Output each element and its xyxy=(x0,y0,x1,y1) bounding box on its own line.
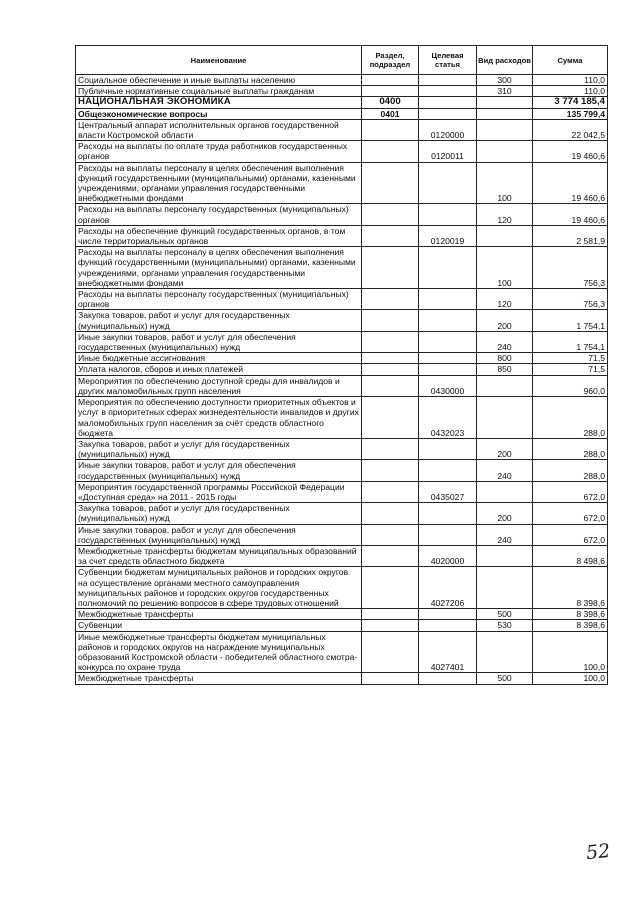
row-section xyxy=(362,620,419,631)
row-section xyxy=(362,567,419,609)
row-section xyxy=(362,364,419,375)
row-expense-type: 200 xyxy=(477,503,533,524)
row-name: Уплата налогов, сборов и иных платежей xyxy=(76,364,362,375)
row-sum: 19 460,6 xyxy=(533,204,608,225)
row-name: Закупка товаров, работ и услуг для государственных (муниципальных) нужд xyxy=(76,438,362,459)
row-article: 0120019 xyxy=(419,225,477,246)
row-sum: 19 460,6 xyxy=(533,162,608,204)
table-row xyxy=(76,310,608,331)
table-row xyxy=(76,331,608,352)
row-article xyxy=(419,438,477,459)
row-article xyxy=(419,620,477,631)
row-name: Субвенции бюджетам муниципальных районов и городских округов на осуществление органами местного самоуправления муниципальных районов и городских округов государственных полномочий по решению вопросов в сфере трудовых отношений xyxy=(76,567,362,609)
row-expense-type xyxy=(477,631,533,673)
row-name: Иные закупки товаров, работ и услуг для обеспечения государственных (муниципальных) нужд xyxy=(76,331,362,352)
row-article: 0120011 xyxy=(419,141,477,162)
row-name: Закупка товаров, работ и услуг для государственных (муниципальных) нужд xyxy=(76,503,362,524)
row-section xyxy=(362,141,419,162)
row-name: Иные бюджетные ассигнования xyxy=(76,353,362,364)
row-expense-type: 500 xyxy=(477,609,533,620)
row-name: Центральный аппарат исполнительных органов государственной власти Костромской области xyxy=(76,119,362,140)
row-expense-type: 100 xyxy=(477,162,533,204)
row-expense-type: 800 xyxy=(477,353,533,364)
row-sum: 288,0 xyxy=(533,397,608,439)
row-sum: 1 754,1 xyxy=(533,310,608,331)
header-expense-type: Вид расходов xyxy=(477,46,533,75)
row-section xyxy=(362,86,419,97)
table-row xyxy=(76,75,608,86)
table-row xyxy=(76,609,608,620)
row-section xyxy=(362,289,419,310)
row-section xyxy=(362,204,419,225)
row-section xyxy=(362,631,419,673)
table-row xyxy=(76,524,608,545)
row-expense-type: 310 xyxy=(477,86,533,97)
row-section xyxy=(362,247,419,289)
row-section: 0401 xyxy=(362,108,419,119)
row-article: 4027401 xyxy=(419,631,477,673)
row-name: Межбюджетные трансферты xyxy=(76,673,362,684)
row-section xyxy=(362,331,419,352)
row-sum: 672,0 xyxy=(533,503,608,524)
row-section xyxy=(362,673,419,684)
row-article xyxy=(419,162,477,204)
table-header-row xyxy=(76,46,608,75)
row-sum: 756,3 xyxy=(533,247,608,289)
row-expense-type xyxy=(477,108,533,119)
table-row xyxy=(76,119,608,140)
row-section xyxy=(362,460,419,481)
row-article xyxy=(419,524,477,545)
row-article: 0430000 xyxy=(419,375,477,396)
table-row xyxy=(76,631,608,673)
row-sum: 756,3 xyxy=(533,289,608,310)
row-article xyxy=(419,364,477,375)
row-expense-type xyxy=(477,141,533,162)
row-name: Социальное обеспечение и иные выплаты населению xyxy=(76,75,362,86)
table-row xyxy=(76,567,608,609)
row-expense-type: 850 xyxy=(477,364,533,375)
row-article xyxy=(419,247,477,289)
row-sum: 288,0 xyxy=(533,438,608,459)
row-expense-type: 120 xyxy=(477,289,533,310)
row-sum: 3 774 185,4 xyxy=(533,97,608,108)
row-article xyxy=(419,503,477,524)
row-section xyxy=(362,310,419,331)
budget-sheet xyxy=(75,45,607,685)
table-row xyxy=(76,86,608,97)
row-sum: 100,0 xyxy=(533,631,608,673)
table-row xyxy=(76,353,608,364)
row-article: 0435027 xyxy=(419,481,477,502)
row-article xyxy=(419,86,477,97)
table-row xyxy=(76,375,608,396)
row-sum: 19 460,6 xyxy=(533,141,608,162)
row-name: Иные закупки товаров, работ и услуг для обеспечения государственных (муниципальных) нужд xyxy=(76,460,362,481)
table-row xyxy=(76,108,608,119)
row-section xyxy=(362,162,419,204)
row-sum: 2 581,9 xyxy=(533,225,608,246)
row-sum: 672,0 xyxy=(533,481,608,502)
table-body xyxy=(76,75,608,685)
header-name: Наименование xyxy=(76,46,362,75)
row-article xyxy=(419,353,477,364)
row-name: Мероприятия государственной программы Российской Федерации «Доступная среда» на 2011 - 2015 годы xyxy=(76,481,362,502)
budget-table xyxy=(75,45,608,685)
row-name: Расходы на выплаты персоналу в целях обеспечения выполнения функций государственными (муниципальными) органами, казенными учреждениями, органами управления государственными внебюджетными фондами xyxy=(76,162,362,204)
row-expense-type: 300 xyxy=(477,75,533,86)
row-expense-type xyxy=(477,397,533,439)
row-expense-type: 530 xyxy=(477,620,533,631)
table-row xyxy=(76,438,608,459)
page-number: 52 xyxy=(584,839,612,865)
row-sum: 100,0 xyxy=(533,673,608,684)
row-sum: 288,0 xyxy=(533,460,608,481)
table-row xyxy=(76,503,608,524)
row-expense-type: 240 xyxy=(477,331,533,352)
row-expense-type xyxy=(477,375,533,396)
row-expense-type xyxy=(477,225,533,246)
row-article: 0432023 xyxy=(419,397,477,439)
row-name: Расходы на выплаты персоналу государственных (муниципальных) органов xyxy=(76,204,362,225)
row-section xyxy=(362,438,419,459)
row-article xyxy=(419,204,477,225)
row-section xyxy=(362,119,419,140)
row-sum: 1 754,1 xyxy=(533,331,608,352)
row-sum: 8 398,6 xyxy=(533,620,608,631)
row-sum: 22 042,5 xyxy=(533,119,608,140)
row-expense-type: 240 xyxy=(477,460,533,481)
row-article: 4027206 xyxy=(419,567,477,609)
row-section: 0400 xyxy=(362,97,419,108)
row-name: Публичные нормативные социальные выплаты гражданам xyxy=(76,86,362,97)
table-row xyxy=(76,247,608,289)
row-expense-type xyxy=(477,567,533,609)
row-section xyxy=(362,609,419,620)
header-sum: Сумма xyxy=(533,46,608,75)
row-expense-type xyxy=(477,481,533,502)
row-article xyxy=(419,289,477,310)
table-row xyxy=(76,364,608,375)
row-article xyxy=(419,75,477,86)
row-expense-type xyxy=(477,119,533,140)
row-name: Расходы на выплаты персоналу в целях обеспечения выполнения функций государственными (муниципальными) органами, казенными учреждениями, органами управления государственными внебюджетными фондами xyxy=(76,247,362,289)
row-article xyxy=(419,108,477,119)
row-name: Межбюджетные трансферты xyxy=(76,609,362,620)
row-expense-type: 240 xyxy=(477,524,533,545)
row-section xyxy=(362,375,419,396)
row-article xyxy=(419,97,477,108)
row-expense-type: 120 xyxy=(477,204,533,225)
header-article: Целевая статья xyxy=(419,46,477,75)
table-row xyxy=(76,673,608,684)
table-row xyxy=(76,141,608,162)
row-name: Мероприятия по обеспечению доступности приоритетных объектов и услуг в приоритетных сферах жизнедеятельности инвалидов и других маломобильных групп населения за счёт средств областного бюджета xyxy=(76,397,362,439)
row-name: Субвенции xyxy=(76,620,362,631)
row-section xyxy=(362,397,419,439)
table-row xyxy=(76,204,608,225)
row-section xyxy=(362,225,419,246)
row-name: Расходы на выплаты персоналу государственных (муниципальных) органов xyxy=(76,289,362,310)
row-article xyxy=(419,460,477,481)
row-section xyxy=(362,524,419,545)
row-expense-type: 200 xyxy=(477,310,533,331)
row-section xyxy=(362,503,419,524)
row-sum: 110,0 xyxy=(533,86,608,97)
row-name: Иные закупки товаров, работ и услуг для обеспечения государственных (муниципальных) нужд xyxy=(76,524,362,545)
row-expense-type xyxy=(477,97,533,108)
row-sum: 8 398,6 xyxy=(533,609,608,620)
table-row xyxy=(76,460,608,481)
table-row xyxy=(76,545,608,566)
row-name: Закупка товаров, работ и услуг для государственных (муниципальных) нужд xyxy=(76,310,362,331)
row-expense-type xyxy=(477,545,533,566)
row-sum: 135 799,4 xyxy=(533,108,608,119)
row-sum: 71,5 xyxy=(533,364,608,375)
row-sum: 672,0 xyxy=(533,524,608,545)
row-expense-type: 100 xyxy=(477,247,533,289)
row-name: Мероприятия по обеспечению доступной среды для инвалидов и других маломобильных групп населения xyxy=(76,375,362,396)
row-name: Межбюджетные трансферты бюджетам муниципальных образований за счет средств областного бюджета xyxy=(76,545,362,566)
row-article xyxy=(419,331,477,352)
header-section: Раздел, подраздел xyxy=(362,46,419,75)
row-sum: 71,5 xyxy=(533,353,608,364)
table-row xyxy=(76,162,608,204)
table-row xyxy=(76,289,608,310)
row-article xyxy=(419,310,477,331)
table-row xyxy=(76,97,608,108)
row-article xyxy=(419,673,477,684)
row-section xyxy=(362,481,419,502)
table-row xyxy=(76,620,608,631)
row-name: Расходы на выплаты по оплате труда работников государственных органов xyxy=(76,141,362,162)
row-name: Иные межбюджетные трансферты бюджетам муниципальных районов и городских округов на награждение муниципальных образований Костромской области - победителей областного смотра-конкурса по охране труда xyxy=(76,631,362,673)
row-sum: 960,0 xyxy=(533,375,608,396)
table-row xyxy=(76,481,608,502)
row-sum: 110,0 xyxy=(533,75,608,86)
row-name: Общеэкономические вопросы xyxy=(76,108,362,119)
row-name: НАЦИОНАЛЬНАЯ ЭКОНОМИКА xyxy=(76,97,362,108)
row-sum: 8 398,6 xyxy=(533,567,608,609)
row-name: Расходы на обеспечение функций государственных органов, в том числе территориальных органов xyxy=(76,225,362,246)
row-section xyxy=(362,75,419,86)
row-section xyxy=(362,353,419,364)
table-row xyxy=(76,225,608,246)
row-sum: 8 498,6 xyxy=(533,545,608,566)
row-article xyxy=(419,609,477,620)
table-row xyxy=(76,397,608,439)
row-article: 0120000 xyxy=(419,119,477,140)
row-section xyxy=(362,545,419,566)
row-article: 4020000 xyxy=(419,545,477,566)
row-expense-type: 500 xyxy=(477,673,533,684)
row-expense-type: 200 xyxy=(477,438,533,459)
